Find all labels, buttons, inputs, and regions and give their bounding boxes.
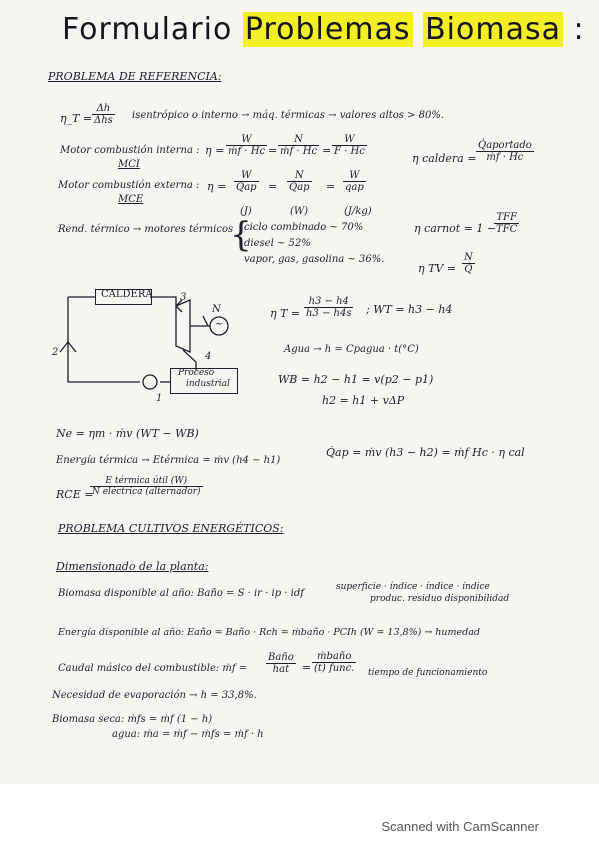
node-label-3: 3 — [180, 292, 187, 303]
mci-f1-num: W — [226, 134, 267, 146]
title-word-formulario: Formulario — [62, 12, 233, 47]
biomasa-note: superficie · índice · índice · índice — [336, 582, 490, 592]
mce-fraction-3 — [343, 170, 366, 193]
caudal-f2-den: (t) func. — [314, 663, 355, 674]
dimensionado-subheading: Dimensionado de la planta: — [56, 560, 209, 573]
mce-label: Motor combustión externa : — [58, 180, 200, 191]
eta-tv-den: Q̇ — [464, 264, 473, 275]
biomasa-note-2: produc. residuo disponibilidad — [370, 594, 510, 604]
mci-tag: MCI — [118, 159, 140, 170]
mce-fraction-2 — [287, 170, 312, 193]
rce-den: N eléctrica (alternador) — [92, 487, 201, 497]
rend-item-diesel: diesel ~ 52% — [244, 238, 311, 249]
equals-sign: = — [326, 180, 336, 193]
equals-sign: = — [268, 180, 278, 193]
caudal-note: tiempo de funcionamiento — [368, 668, 488, 678]
mci-eta: η = — [205, 144, 225, 157]
section-heading-cultivos: PROBLEMA CULTIVOS ENERGÉTICOS: — [58, 522, 284, 535]
node-label-2: 2 — [52, 347, 59, 358]
caudal-f2-num: ṁbaño — [312, 651, 356, 663]
page-title — [62, 12, 585, 47]
pipe-segment — [150, 297, 176, 306]
eta-caldera-fraction — [476, 140, 534, 163]
generator-symbol: ~ — [215, 319, 224, 330]
mce-f3-num: W — [343, 170, 366, 182]
turbine-shape — [176, 300, 190, 352]
caudal-equals: = — [302, 661, 312, 674]
energia-termica-equation: Energía térmica → Etérmica = ṁv (h4 − h1) — [56, 455, 281, 466]
equals-sign: = — [322, 144, 332, 157]
eta-tv-fraction — [462, 252, 475, 275]
rce-lhs: RCE = — [56, 488, 94, 501]
mci-fraction-1 — [226, 134, 267, 157]
eta-t-lhs: η_T = — [60, 112, 93, 125]
proceso-label-1: Proceso — [178, 368, 215, 378]
agua-equation: Agua → h = Cpagua · t(°C) — [284, 344, 419, 355]
eta-t-cycle-num: h3 − h4 — [304, 296, 353, 308]
mce-f1-den: Qap — [236, 182, 257, 193]
pipe-segment — [183, 350, 196, 370]
eta-t-fraction — [92, 103, 115, 126]
mce-fraction-1 — [234, 170, 259, 193]
mce-unit-3: (J/kg) — [344, 206, 372, 217]
proceso-label-2: industrial — [186, 379, 230, 389]
title-word-biomasa: Biomasa — [425, 12, 561, 47]
pump-circle — [143, 375, 157, 389]
caudal-lhs: Caudal másico del combustible: ṁf = — [58, 663, 248, 674]
title-word-problemas: Problemas — [244, 12, 411, 47]
eta-t-cycle-lhs: η T = — [270, 307, 301, 320]
eta-carnot-fraction — [494, 212, 519, 235]
rce-fraction — [90, 476, 203, 497]
biomasa-seca-equation: Biomasa seca: ṁfs = ṁf (1 − h) — [52, 714, 213, 725]
necesidad-evaporacion: Necesidad de evaporación → h = 33,8%. — [52, 690, 257, 701]
node-label-1: 1 — [156, 393, 163, 404]
h2-equation: h2 = h1 + vΔP — [322, 394, 405, 407]
eta-tv-lhs: η TV = — [418, 262, 457, 275]
eta-carnot-lhs: η carnot = 1 − — [414, 222, 497, 235]
camscanner-watermark: Scanned with CamScanner — [381, 819, 539, 834]
wb-equation: WB = h2 − h1 = v(p2 − p1) — [278, 373, 434, 386]
energia-disponible-equation: Energía disponible al año: Eaño = Baño · Rch = ṁbaño · PCIh (W = 13,8%) → humedad — [58, 627, 480, 638]
biomasa-disponible-equation: Biomasa disponible al año: Baño = S · ir · ip · idf — [58, 588, 304, 599]
mce-f2-num: N — [287, 170, 312, 182]
brace-symbol: { — [230, 215, 252, 255]
rend-item-combinado: ciclo combinado ~ 70% — [244, 222, 364, 233]
caudal-fraction-1 — [266, 652, 296, 675]
qap-equation: Q̇ap = ṁv (h3 − h2) = ṁf Hc · η cal — [326, 446, 525, 459]
eta-t-cycle-fraction — [304, 296, 353, 319]
mce-eta: η = — [207, 180, 227, 193]
mce-f1-num: W — [234, 170, 259, 182]
caudal-f1-num: Baño — [268, 652, 294, 663]
rce-num: E térmica útil (W) — [90, 476, 203, 487]
eta-tv-num: N — [464, 252, 473, 263]
title-colon: : — [573, 12, 585, 47]
scanner-footer — [0, 784, 599, 848]
mce-f3-den: qap — [345, 182, 364, 193]
arrow-head — [203, 316, 208, 326]
rend-item-vapor: vapor, gas, gasolina ~ 36%. — [244, 254, 385, 265]
caldera-label: CALDERA — [101, 289, 153, 300]
eta-caldera-num: Q̇aportado — [478, 140, 532, 151]
wt-equation: ; WT = h3 − h4 — [366, 303, 453, 316]
mci-f2-den: ṁf · Hc — [280, 146, 318, 157]
eta-caldera-lhs: η caldera = — [412, 152, 477, 165]
rend-label: Rend. térmico → motores térmicos — [58, 224, 234, 235]
mci-f3-num: W — [332, 134, 367, 146]
eta-t-den: Δhs — [94, 115, 113, 126]
mce-unit-1: (J) — [240, 206, 252, 217]
mci-fraction-2 — [278, 134, 319, 157]
agua-equation-2: agua: ṁa = ṁf − ṁfs = ṁf · h — [112, 729, 264, 740]
mci-label: Motor combustión interna : — [60, 145, 200, 156]
equals-sign: = — [268, 144, 278, 157]
power-label: N — [212, 304, 221, 315]
mce-unit-2: (W) — [290, 206, 309, 217]
eta-carnot-num: TFF — [494, 212, 519, 224]
eta-t-cycle-den: h3 − h4s — [306, 308, 352, 319]
mci-f1-den: ṁf · Hc — [228, 146, 266, 157]
caudal-fraction-2 — [312, 651, 356, 674]
mci-f3-den: F · Hc — [334, 146, 365, 157]
mce-f2-den: Q̇ap — [289, 182, 310, 193]
eta-t-note: isentrópico o interno → máq. térmicas → valores altos > 80%. — [132, 110, 445, 121]
mce-tag: MCE — [118, 194, 144, 205]
ne-equation: Ne = ηm · ṁv (WT − WB) — [56, 427, 199, 440]
arrow-head — [60, 342, 76, 352]
mci-fraction-3 — [332, 134, 367, 157]
section-heading-referencia: PROBLEMA DE REFERENCIA: — [48, 70, 222, 83]
pipe-segment — [68, 297, 140, 382]
eta-caldera-den: ṁf · Hc — [486, 152, 524, 163]
eta-carnot-den: TFC — [496, 224, 518, 235]
node-label-4: 4 — [205, 351, 212, 362]
mci-f2-num: N — [278, 134, 319, 146]
eta-t-num: Δh — [92, 103, 115, 115]
caudal-f1-den: hat — [272, 664, 290, 675]
